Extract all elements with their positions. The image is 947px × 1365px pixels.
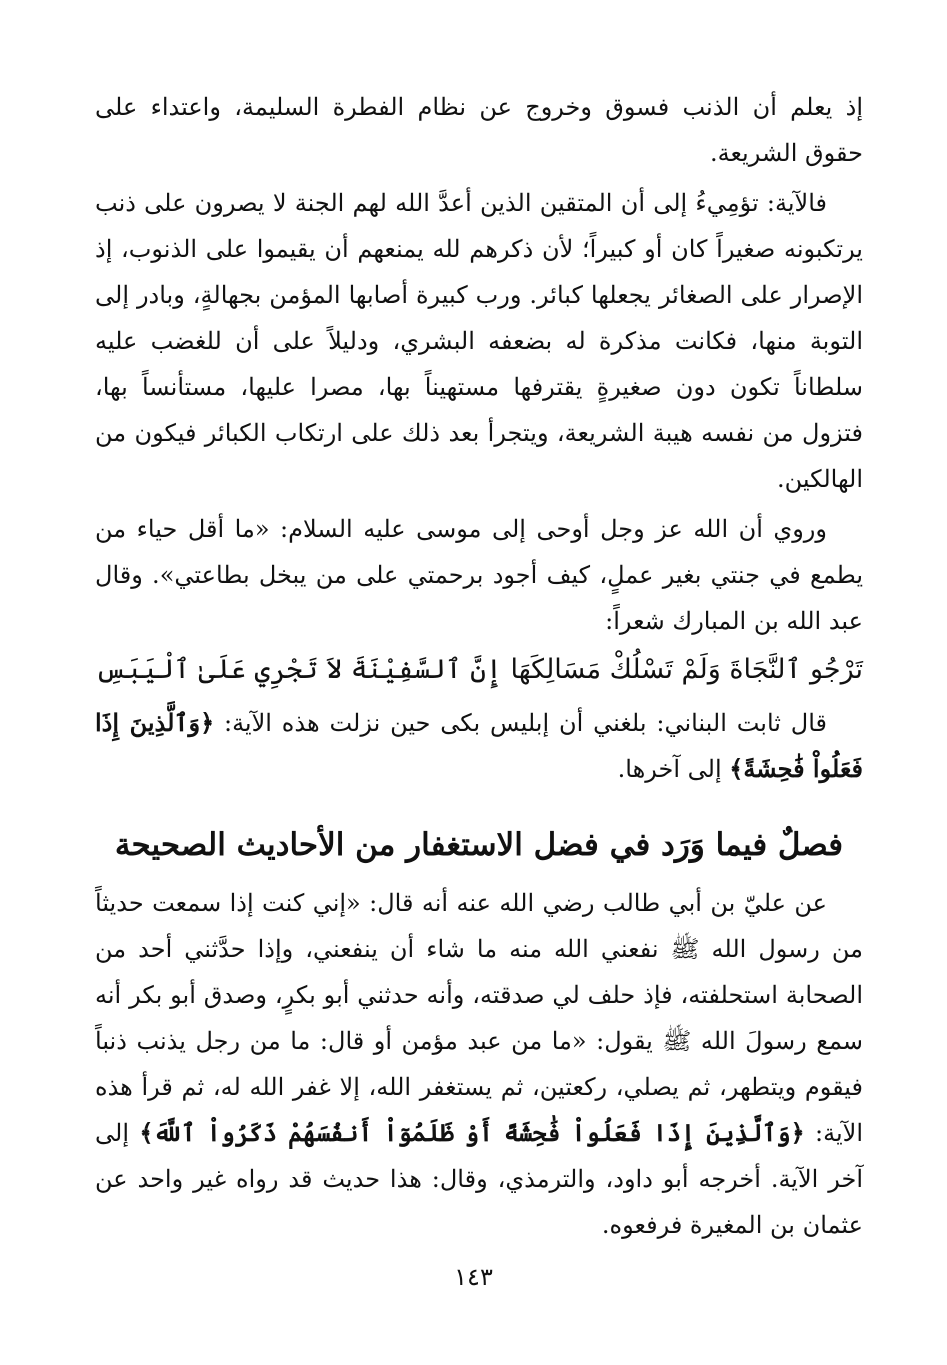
paragraph-verse-commentary: فالآية: تؤمِيءُ إلى أن المتقين الذين أعدَّ الله لهم الجنة لا يصرون على ذنب يرتكبونه صغيراً كان أو كبيراً؛ لأن ذكرهم لله يمنعهم أن يقيموا على الذنوب، إذ الإصرار على الصغائر يجعلها كبائر. ورب كبيرة أصابها المؤمن بجهالةٍ، وبادر إلى التوبة منها، فكانت مذكرة له بضعفه البشري، ودليلاً على أن للغضب عليه سلطاناً تكون دون صغيرةٍ يقترفها مستهيناً بها، مصرا عليها، مستأنساً بها، فتزول من نفسه هيبة الشريعة، ويتجرأ بعد ذلك على ارتكاب الكبائر فيكون من الهالكين. bbox=[95, 189, 863, 493]
ali-text-after: إلى آخر الآية. أخرجه أبو داود، والترمذي، وقال: هذا حديث قد رواه غير واحد عن عثمان بن المغيرة فرفعوه. bbox=[95, 1119, 863, 1239]
page-number: ١٤٣ bbox=[454, 1263, 493, 1291]
page-body bbox=[95, 84, 863, 1248]
verse-hemistich-left: إِنَّ ٱلسَّفِيْنَةَ لاَ تَجْرِي عَلَىٰ ٱلْيَبَسِ bbox=[95, 654, 502, 685]
section-heading: فصلٌ فيما وَرَد في فضل الاستغفار من الأحاديث الصحيحة bbox=[114, 827, 844, 863]
paragraph-continuation: إذ يعلم أن الذنب فسوق وخروج عن نظام الفطرة السليمة، واعتداء على حقوق الشريعة. bbox=[95, 93, 863, 167]
paragraph-thabit bbox=[95, 700, 863, 792]
paragraph-ali-hadith bbox=[95, 880, 863, 1248]
poetry-verse bbox=[95, 644, 863, 696]
paragraph-hadith-qudsi: وروي أن الله عز وجل أوحى إلى موسى عليه السلام: «ما أقل حياء من يطمع في جنتي بغير عملٍ، كيف أجود برحمتي على من يبخل بطاعتي». وقال عبد الله بن المبارك شعراً: bbox=[95, 515, 863, 635]
quran-quote: ﴿وَٱلَّذِينَ إِذَا فَعَلُواْ فَٰحِشَةً أَوْ ظَلَمُوٓاْ أَنفُسَهُمْ ذَكَرُواْ ٱللَّهَ﴾ bbox=[139, 1118, 805, 1147]
verse-hemistich-right: تَرْجُو ٱلنَّجَاةَ وَلَمْ تَسْلُكْ مَسَالِكَهَا bbox=[510, 654, 863, 685]
thabit-text-after: إلى آخرها. bbox=[617, 755, 730, 783]
ali-text-before: عن عليّ بن أبي طالب رضي الله عنه أنه قال: «إني كنت إذا سمعت حديثاً من رسول الله ﷺ نفعني الله منه ما شاء أن ينفعني، وإذا حدَّثني أحد من الصحابة استحلفته، فإذ حلف لي صدقته، وأنه حدثني أبو بكرٍ، وصدق أبو بكر أنه سمع رسولَ الله ﷺ يقول: «ما من عبد مؤمن أو قال: ما من رجل يذنب ذنباً فيقوم ويتطهر، ثم يصلي، ركعتين، ثم يستغفر الله، إلا غفر الله له، ثم قرأ هذه الآية: bbox=[95, 889, 863, 1147]
thabit-text-before: قال ثابت البناني: بلغني أن إبليس بكى حين نزلت هذه الآية: bbox=[214, 709, 828, 737]
quran-quote: ﴿وَٱلَّذِينَ إِذَا فَعَلُواْ فَٰحِشَةً﴾ bbox=[95, 708, 863, 783]
